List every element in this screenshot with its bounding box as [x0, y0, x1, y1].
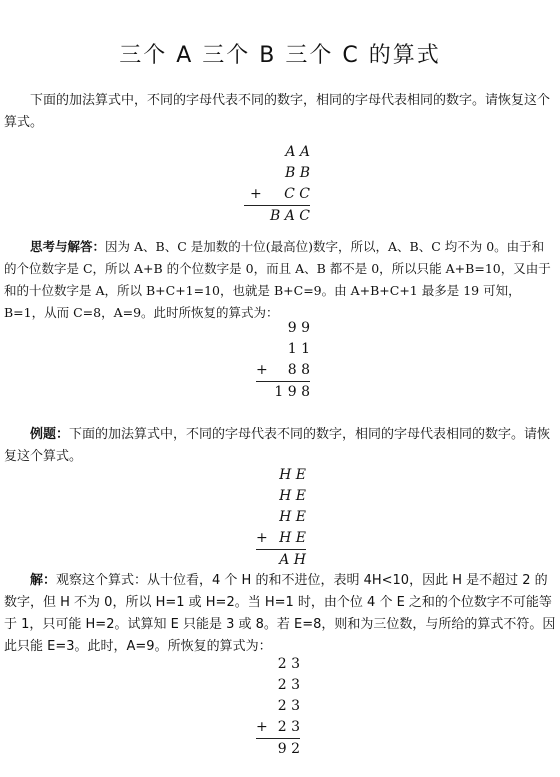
example-addend-3: H E [279, 509, 306, 525]
example-paragraph [4, 424, 556, 468]
solution2-label: 解： [30, 573, 57, 588]
example-addend-2: H E [279, 488, 306, 504]
example-label: 例题： [30, 427, 70, 442]
solution2-arithmetic [256, 654, 300, 760]
example-result: A H [279, 552, 306, 568]
solution2-addend-4: + 2 3 [256, 719, 300, 735]
page-title: 三个 A 三个 B 三个 C 的算式 [119, 43, 441, 68]
puzzle1-arithmetic [244, 142, 310, 227]
solution2-result: 9 2 [277, 741, 300, 757]
solution1-text: 因为 A、B、C 是加数的十位(最高位)数字，所以，A、B、C 均不为 0。由于和的个位数字是 C，所以 A+B 的个位数字是 0，而且 A、B 都不是 0，所以只能 A+B=10，又由于和的十位数字是 A，所以 B+C+1=10，也就是 B+C=9。由 A+B+C+1 最多是 19 可知，B=1，从而 C=8，A=9。此时所恢复的算式为： [4, 239, 551, 320]
solution1-result: 1 9 8 [274, 384, 310, 400]
solution1-arithmetic [256, 318, 310, 403]
solution2-paragraph [4, 570, 556, 658]
intro-paragraph: 下面的加法算式中，不同的字母代表不同的数字，相同的字母代表相同的数字。请恢复这个算式。 [4, 93, 551, 130]
solution1-paragraph [4, 236, 556, 324]
solution1-label: 思考与解答： [30, 239, 106, 254]
solution2-text: 观察这个算式：从十位看，4 个 H 的和不进位，表明 4H<10，因此 H 是不超过 2 的数字，但 H 不为 0，所以 H=1 或 H=2。当 H=1 时，由个位 4 个 E 之和的个位数字不可能等于 1，只可能 H=2。试算知 E 只能是 3 或 8。若 E=8，则和为三位数，与所给的算式不符。因此只能 E=3。此时，A=9。所恢复的算式为： [4, 573, 556, 654]
solution1-addend-3: + 8 8 [256, 362, 310, 378]
example-addend-1: H E [279, 467, 306, 483]
solution2-addend-2: 2 3 [277, 677, 300, 693]
example-text: 下面的加法算式中，不同的字母代表不同的数字，相同的字母代表相同的数字。请恢复这个算式。 [4, 427, 551, 464]
solution2-addend-1: 2 3 [277, 656, 300, 672]
puzzle1-addend-2: B B [284, 165, 310, 181]
solution2-addend-3: 2 3 [277, 698, 300, 714]
puzzle1-addend-1: A A [285, 144, 310, 160]
solution1-addend-2: 1 1 [287, 341, 310, 357]
puzzle1-result: B A C [269, 208, 310, 224]
example-addend-4: + H E [256, 530, 306, 546]
puzzle1-addend-3: + C C [250, 186, 310, 202]
solution1-addend-1: 9 9 [287, 320, 310, 336]
example-arithmetic [256, 465, 306, 571]
